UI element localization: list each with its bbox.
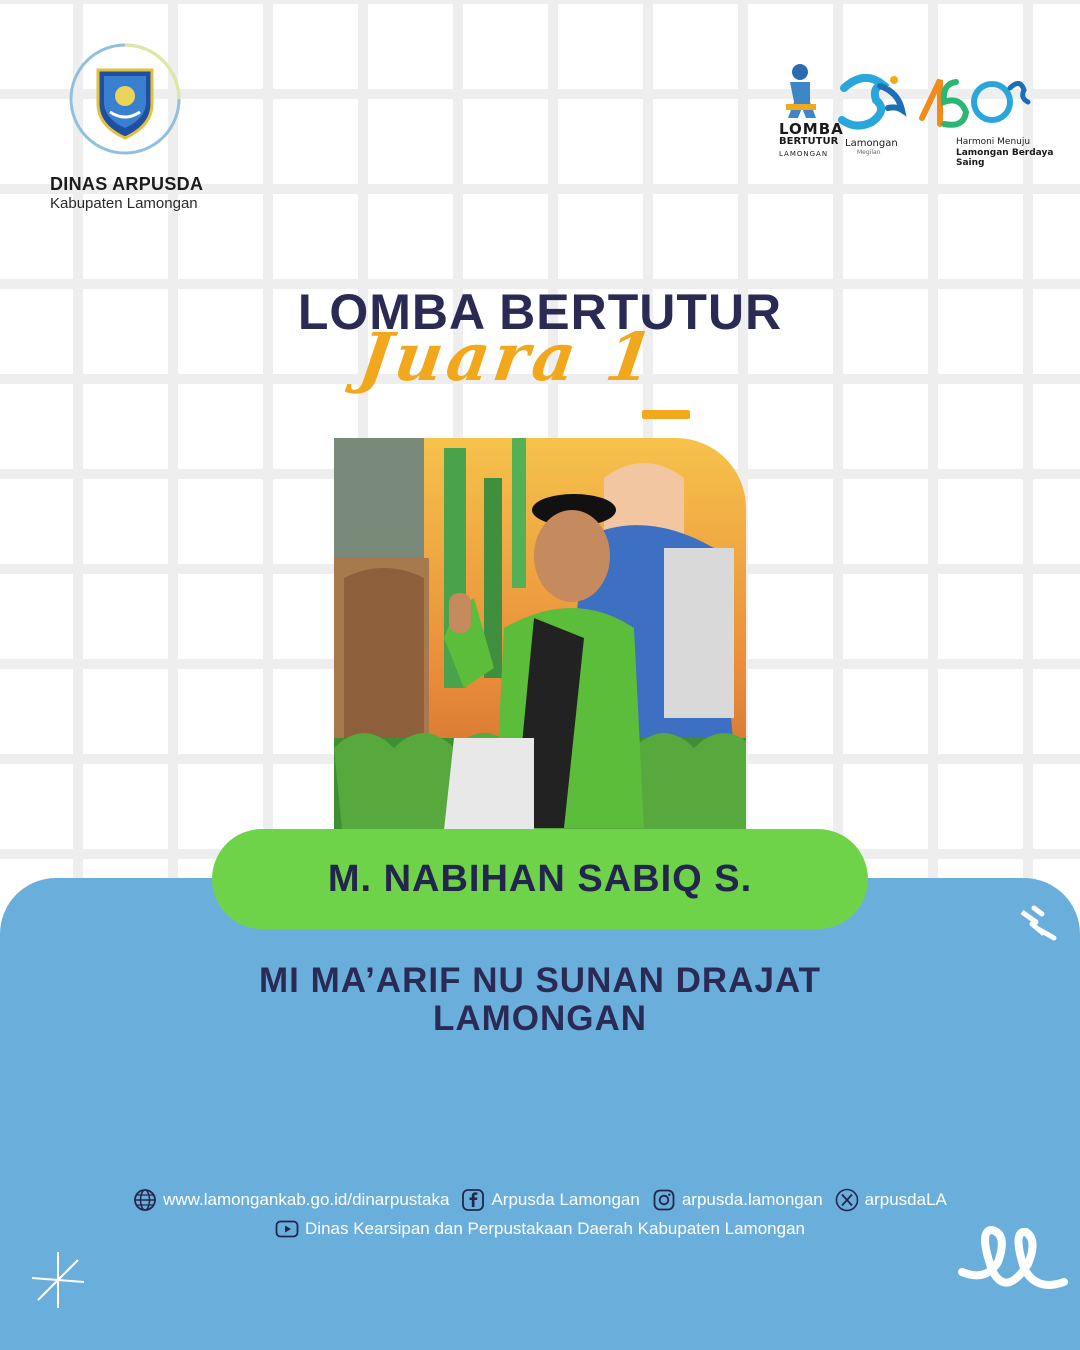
school-line-1: MI MA’ARIF NU SUNAN DRAJAT <box>258 961 821 1000</box>
page-title: LOMBA BERTUTUR <box>297 284 783 340</box>
youtube-icon <box>275 1217 299 1241</box>
squiggle-icon <box>958 1218 1068 1298</box>
facebook-text: Arpusda Lamongan <box>491 1190 640 1209</box>
footer-facebook[interactable] <box>461 1188 639 1212</box>
winner-name-pill <box>212 829 868 929</box>
award-underline <box>642 410 690 419</box>
footer-youtube-row <box>0 1217 1080 1241</box>
megilan-logo-line1: Lamongan <box>845 138 898 149</box>
footer-instagram[interactable] <box>652 1188 823 1212</box>
hjl-logo-line2: Lamongan Berdaya Saing <box>956 148 1054 168</box>
blue-panel <box>0 878 1080 1350</box>
school-name <box>0 962 1080 1038</box>
lightning-icon <box>1016 904 1060 944</box>
instagram-text: arpusda.lamongan <box>681 1190 823 1209</box>
website-text: www.lamongankab.go.id/dinarpustaka <box>163 1190 450 1209</box>
school-line-2: LAMONGAN <box>432 999 648 1038</box>
sparkle-icon <box>26 1248 90 1312</box>
winner-photo <box>334 438 746 830</box>
x-text: arpusdaLA <box>864 1190 947 1209</box>
lomba-logo-line2: BERTUTUR <box>779 136 839 147</box>
lomba-logo-line3: LAMONGAN <box>779 150 829 158</box>
footer-contacts <box>0 1188 1080 1212</box>
x-logo-icon <box>835 1188 859 1212</box>
arpusda-logo-icon <box>68 42 182 156</box>
globe-icon <box>133 1188 157 1212</box>
lomba-logo-line1: LOMBA <box>779 120 844 138</box>
footer-website[interactable] <box>133 1188 449 1212</box>
org-name: DINAS ARPUSDA <box>50 174 204 194</box>
award-label: Juara 1 <box>354 318 662 396</box>
footer-x[interactable] <box>835 1188 947 1212</box>
hjl-logo-line1: Harmoni Menuju <box>956 137 1031 147</box>
instagram-icon <box>652 1188 676 1212</box>
megilan-logo-line2: Megilan <box>857 149 881 156</box>
facebook-icon <box>461 1188 485 1212</box>
winner-name: M. NABIHAN SABIQ S. <box>327 857 753 900</box>
footer-youtube[interactable] <box>275 1217 805 1241</box>
youtube-text: Dinas Kearsipan dan Perpustakaan Daerah Kabupaten Lamongan <box>305 1219 805 1238</box>
org-subtitle: Kabupaten Lamongan <box>50 195 198 212</box>
